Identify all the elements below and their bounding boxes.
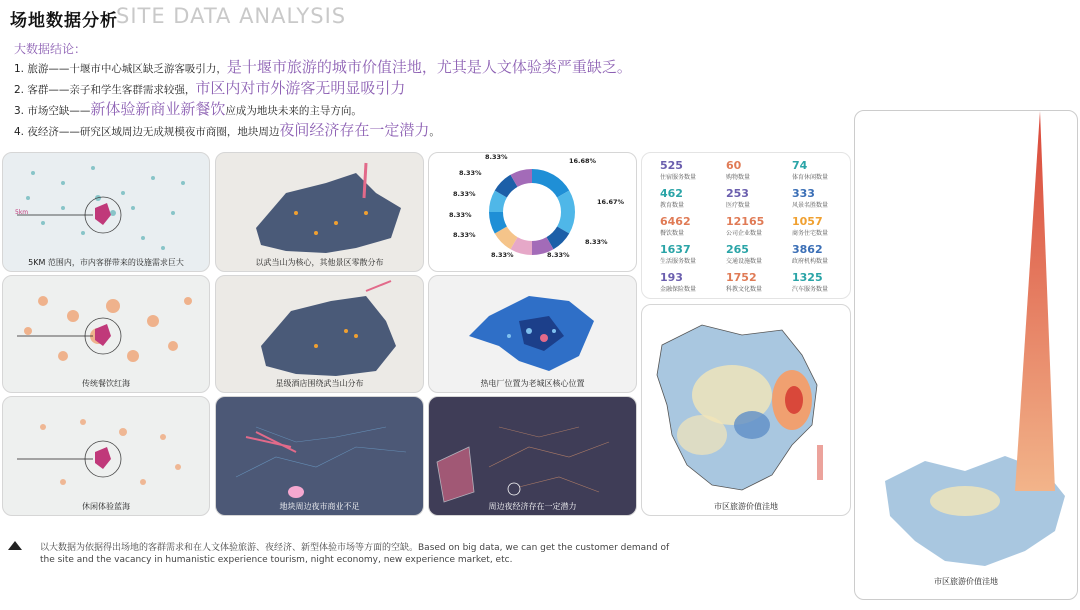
conclusion-item-1 — [14, 56, 632, 77]
panel-night-economy — [428, 396, 637, 516]
panel-caption: 传统餐饮红海 — [82, 379, 130, 388]
panel-tourism-value-map — [641, 304, 851, 516]
stat-item — [792, 215, 851, 237]
stat-value: 525 — [660, 159, 683, 172]
stat-item — [660, 159, 722, 181]
stat-value: 253 — [726, 187, 749, 200]
panel-leisure-experience — [2, 396, 210, 516]
panel-donut-chart — [428, 152, 637, 272]
stat-item — [660, 187, 722, 209]
conclusions-heading: 大数据结论： — [14, 42, 87, 56]
stat-label: 生活服务数量 — [660, 258, 697, 265]
conclusion-1-text: 1. 旅游——十堰市中心城区缺乏游客吸引力， — [14, 63, 227, 75]
panel-traditional-dining — [2, 275, 210, 393]
stat-label: 购物数量 — [726, 174, 751, 181]
stat-value: 12165 — [726, 215, 765, 228]
panel-tourism-value-3d — [854, 110, 1078, 600]
donut-segment — [514, 176, 532, 181]
stat-item — [660, 243, 722, 265]
stat-item — [726, 215, 788, 237]
donut-segment — [532, 176, 563, 194]
stat-item — [660, 215, 722, 237]
stat-value: 1637 — [660, 243, 691, 256]
city-core-map — [429, 276, 636, 392]
conclusion-3-highlight: 新体验新商业新餐饮 — [90, 100, 226, 118]
panel-power-plant-location — [428, 275, 637, 393]
stat-value: 1057 — [792, 215, 823, 228]
conclusion-item-2 — [14, 77, 405, 98]
panel-caption: 5KM 范围内，市内客群带来的设施需求巨大 — [28, 258, 184, 267]
panel-caption: 热电厂位置为老城区核心位置 — [480, 379, 585, 388]
stat-label: 公司企业数量 — [726, 230, 763, 237]
stat-item — [792, 187, 851, 209]
conclusion-2-highlight: 市区内对市外游客无明显吸引力 — [195, 79, 406, 97]
donut-label-right-2: 16.67% — [597, 198, 625, 206]
conclusion-3-suffix: 应成为地块未来的主导方向。 — [225, 105, 362, 117]
panel-caption: 市区旅游价值洼地 — [934, 577, 998, 586]
donut-label-left-5: 8.33% — [491, 251, 514, 259]
donut-segment — [550, 230, 563, 243]
donut-segment — [501, 230, 514, 243]
donut-label-right-1: 16.68% — [569, 157, 597, 165]
stat-label: 商务住宅数量 — [792, 230, 829, 237]
hotel-map — [216, 276, 423, 392]
stat-value: 333 — [792, 187, 815, 200]
panel-caption: 以武当山为核心，其他景区零散分布 — [255, 258, 384, 267]
panel-caption: 休闲体验蓝海 — [82, 502, 130, 511]
stat-value: 6462 — [660, 215, 691, 228]
poi-density-map — [3, 153, 209, 271]
dining-heat-map — [3, 276, 209, 392]
stat-item — [792, 271, 851, 293]
donut-segment — [532, 243, 550, 248]
conclusion-item-3 — [14, 98, 362, 119]
leisure-map — [3, 397, 209, 515]
stat-value: 1325 — [792, 271, 823, 284]
stat-label: 住宿服务数量 — [660, 174, 697, 181]
stat-value: 265 — [726, 243, 749, 256]
conclusion-item-4 — [14, 119, 440, 140]
stat-item — [726, 243, 788, 265]
conclusion-4-text: 4. 夜经济——研究区域周边无成规模夜市商圈，地块周边 — [14, 126, 280, 138]
donut-label-left-3: 8.33% — [449, 211, 472, 219]
night-market-map — [216, 397, 423, 515]
panel-caption: 市区旅游价值洼地 — [714, 502, 778, 511]
stat-value: 462 — [660, 187, 683, 200]
stat-value: 60 — [726, 159, 742, 172]
conclusion-3-text: 3. 市场空缺—— — [14, 105, 91, 117]
footnote: 以大数据为依据得出场地的客群需求和在人文体验旅游、夜经济、新型体验市场等方面的空缺。Based on big data, we can get the customer demand of the site and the vacancy in humanistic experience tourism, night economy, new experience market, etc. — [40, 543, 670, 565]
stat-value: 193 — [660, 271, 683, 284]
donut-segment — [496, 212, 501, 230]
donut-label-right-4: 8.33% — [547, 251, 570, 259]
stat-item — [726, 187, 788, 209]
stat-label: 科教文化数量 — [726, 286, 763, 293]
stat-item — [792, 243, 851, 265]
tourism-value-3d-map — [855, 111, 1077, 599]
stat-value: 1752 — [726, 271, 757, 284]
stat-item — [726, 159, 788, 181]
night-economy-map — [429, 397, 636, 515]
conclusion-4-highlight: 夜间经济存在一定潜力 — [279, 121, 430, 139]
scenic-spot-map — [216, 153, 423, 271]
stat-label: 餐饮数量 — [660, 230, 685, 237]
stat-item — [660, 271, 722, 293]
panel-hotel-distribution — [215, 275, 424, 393]
conclusion-4-suffix: 。 — [429, 126, 440, 138]
stat-item — [792, 159, 851, 181]
panel-night-market — [215, 396, 424, 516]
tourism-value-heatmap — [642, 305, 850, 515]
stat-value: 3862 — [792, 243, 823, 256]
donut-segment — [501, 181, 514, 194]
panel-caption: 周边夜经济存在一定潜力 — [488, 502, 577, 511]
stat-label: 教育数量 — [660, 202, 685, 209]
donut-segment — [496, 194, 501, 212]
conclusion-1-suffix: 。 — [616, 58, 632, 76]
donut-label-left-1: 8.33% — [459, 169, 482, 177]
scale-label: 5km — [15, 209, 29, 216]
conclusion-2-text: 2. 客群——亲子和学生客群需求较强， — [14, 84, 196, 96]
stat-label: 汽车服务数量 — [792, 286, 829, 293]
donut-segment — [563, 194, 568, 230]
stat-label: 体育休闲数量 — [792, 174, 829, 181]
stat-label: 政府机构数量 — [792, 258, 829, 265]
triangle-icon — [8, 541, 22, 550]
donut-segment — [514, 243, 532, 248]
panel-caption: 地块周边夜市商业不足 — [279, 502, 360, 511]
stat-label: 交通设施数量 — [726, 258, 763, 265]
panel-poi-statistics — [641, 152, 851, 299]
stat-value: 74 — [792, 159, 808, 172]
panel-scenic-distribution — [215, 152, 424, 272]
stat-label: 医疗数量 — [726, 202, 751, 209]
panel-caption: 星级酒店围绕武当山分布 — [275, 379, 364, 388]
donut-label-left-2: 8.33% — [453, 190, 476, 198]
stat-item — [726, 271, 788, 293]
conclusion-1-highlight: 是十堰市旅游的城市价值洼地，尤其是人文体验类严重缺乏 — [226, 58, 617, 76]
panel-5km-facility-demand — [2, 152, 210, 272]
stat-label: 风景名胜数量 — [792, 202, 829, 209]
donut-label-right-3: 8.33% — [585, 238, 608, 246]
donut-label-left-4: 8.33% — [453, 231, 476, 239]
donut-label-top-left: 8.33% — [485, 153, 508, 161]
stat-label: 金融保险数量 — [660, 286, 697, 293]
page-title-english: SITE DATA ANALYSIS — [116, 4, 347, 28]
page-title: 场地数据分析 — [10, 11, 118, 31]
